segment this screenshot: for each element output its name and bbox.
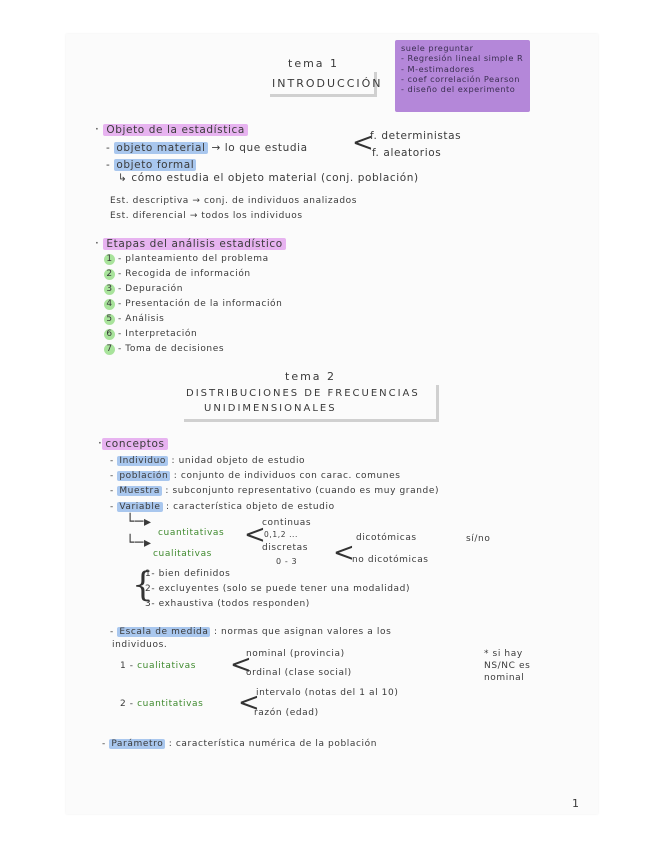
parametro-label: Parámetro [111,739,164,749]
etapa-number: 7 [104,344,115,355]
tree-connector: └─▸ [126,514,152,530]
brace-less-than: < [238,688,260,718]
escala-cuant-label: cuantitativas [137,699,204,709]
est-diferencial: Est. diferencial → todos los individuos [110,211,303,221]
escala-text: : normas que asignan valores a los [213,627,392,637]
etapa-number: 5 [104,314,115,325]
variable-row: - Variable : característica objeto de estudio [110,502,335,512]
objeto-material-text: → lo que estudia [211,142,308,154]
etapa-item [104,284,183,295]
escala-cual-label: cualitativas [137,661,197,671]
note-line: - M-estimadores [401,63,475,74]
etapa-text: - Presentación de la información [118,299,283,309]
objeto-formal-label: objeto formal [116,159,195,171]
brace-less-than: < [333,538,355,568]
no-dicotomicas: no dicotómicas [352,555,429,565]
parametro-row: - Parámetro : característica numérica de la población [102,739,378,749]
variable-label: Variable [119,502,161,512]
etapa-item [104,269,251,280]
continuas: continuas [262,518,312,528]
f-deterministas: f. deterministas [370,130,462,142]
poblacion-label: población [119,471,169,481]
objeto-heading: · Objeto de la estadística [95,122,248,136]
note-line: NS/NC es [484,661,531,671]
note-line: nominal [484,673,525,683]
etapa-text: - planteamiento del problema [118,254,269,264]
etapa-item [104,299,282,310]
escala-row: - Escala de medida : normas que asignan valores a los [110,627,392,637]
etapa-text: - Recogida de información [118,269,251,279]
escala-cual-row [120,661,196,671]
cuantitativas-label: cuantitativas [158,528,225,538]
tema1-label: tema 1 [288,57,340,70]
etapa-number: 1 [104,254,115,265]
muestra-label: Muestra [119,486,160,496]
razon: razón (edad) [254,708,319,718]
tema2-title-line2: UNIDIMENSIONALES [204,403,337,414]
rule-item: 3- exhaustiva (todos responden) [145,599,310,609]
brace-less-than: < [230,650,252,680]
objeto-formal-row: - objeto formal [106,159,195,171]
escala-cuant-row [120,699,203,709]
individuo-row: - Individuo : unidad objeto de estudio [110,456,306,466]
tema2-label: tema 2 [285,370,337,383]
etapa-text: - Interpretación [118,329,198,339]
etapas-heading-text: Etapas del análisis estadístico [103,238,285,250]
etapa-number: 4 [104,299,115,310]
exam-tips-note [395,40,530,112]
brace-curly: { [132,565,154,605]
objeto-formal-text: ↳ cómo estudia el objeto material (conj. población) [118,172,419,184]
muestra-text: : subconjunto representativo (cuando es muy grande) [165,486,440,496]
conceptos-heading-text: conceptos [102,438,167,450]
variable-text: : característica objeto de estudio [166,502,335,512]
tema1-title: INTRODUCCIÓN [272,77,383,90]
page-number: 1 [572,797,579,810]
poblacion-row: - población : conjunto de individuos con carac. comunes [110,471,401,481]
etapas-heading: · Etapas del análisis estadístico [95,236,286,250]
brace-less-than: < [244,520,266,550]
tema2-title-line1: DISTRIBUCIONES DE FRECUENCIAS [186,388,420,399]
nominal: nominal (provincia) [246,649,345,659]
note-line: - diseño del experimento [401,84,516,95]
escala-label: Escala de medida [119,627,209,637]
objeto-heading-text: Objeto de la estadística [103,124,248,136]
nsnc-note [484,648,530,684]
etapa-item [104,314,164,325]
intervalo: intervalo (notas del 1 al 10) [256,688,399,698]
note-line: - coef correlación Pearson [401,73,520,84]
etapa-text: - Toma de decisiones [118,344,225,354]
escala-text-2: individuos. [112,640,168,650]
etapa-number: 3 [104,284,115,295]
est-descriptiva: Est. descriptiva → conj. de individuos analizados [110,196,358,206]
muestra-row: - Muestra : subconjunto representativo (cuando es muy grande) [110,486,440,496]
etapa-number: 6 [104,329,115,340]
note-line: * si hay [484,649,523,659]
si-no: sí/no [466,534,491,544]
etapa-item [104,254,269,265]
escala-cual-prefix: 1 - [120,661,134,671]
conceptos-heading: · conceptos [98,436,168,450]
brace-less-than: < [352,128,374,158]
note-line: - Regresión lineal simple R [401,53,524,64]
rule-item: 1- bien definidos [145,569,231,579]
cualitativas-label: cualitativas [153,549,212,559]
f-aleatorios: f. aleatorios [372,147,442,159]
etapa-text: - Análisis [118,314,165,324]
objeto-material-label: objeto material [116,142,206,154]
ordinal: ordinal (clase social) [246,668,352,678]
escala-cuant-prefix: 2 - [120,699,134,709]
etapa-number: 2 [104,269,115,280]
etapa-item [104,344,224,355]
individuo-text: : unidad objeto de estudio [171,456,306,466]
continuas-example: 0,1,2 ... [264,530,299,539]
discretas-example: 0 - 3 [276,557,298,566]
parametro-text: : característica numérica de la población [168,739,378,749]
rule-item: 2- excluyentes (solo se puede tener una modalidad) [145,584,411,594]
individuo-label: Individuo [119,456,167,466]
dicotomicas: dicotómicas [356,533,417,543]
note-line: suele preguntar [401,43,474,53]
etapa-text: - Depuración [118,284,184,294]
poblacion-text: : conjunto de individuos con carac. comunes [173,471,401,481]
discretas: discretas [262,543,309,553]
objeto-material-row: - objeto material → lo que estudia [106,142,308,154]
tree-connector: └─▸ [126,535,152,551]
etapa-item [104,329,197,340]
